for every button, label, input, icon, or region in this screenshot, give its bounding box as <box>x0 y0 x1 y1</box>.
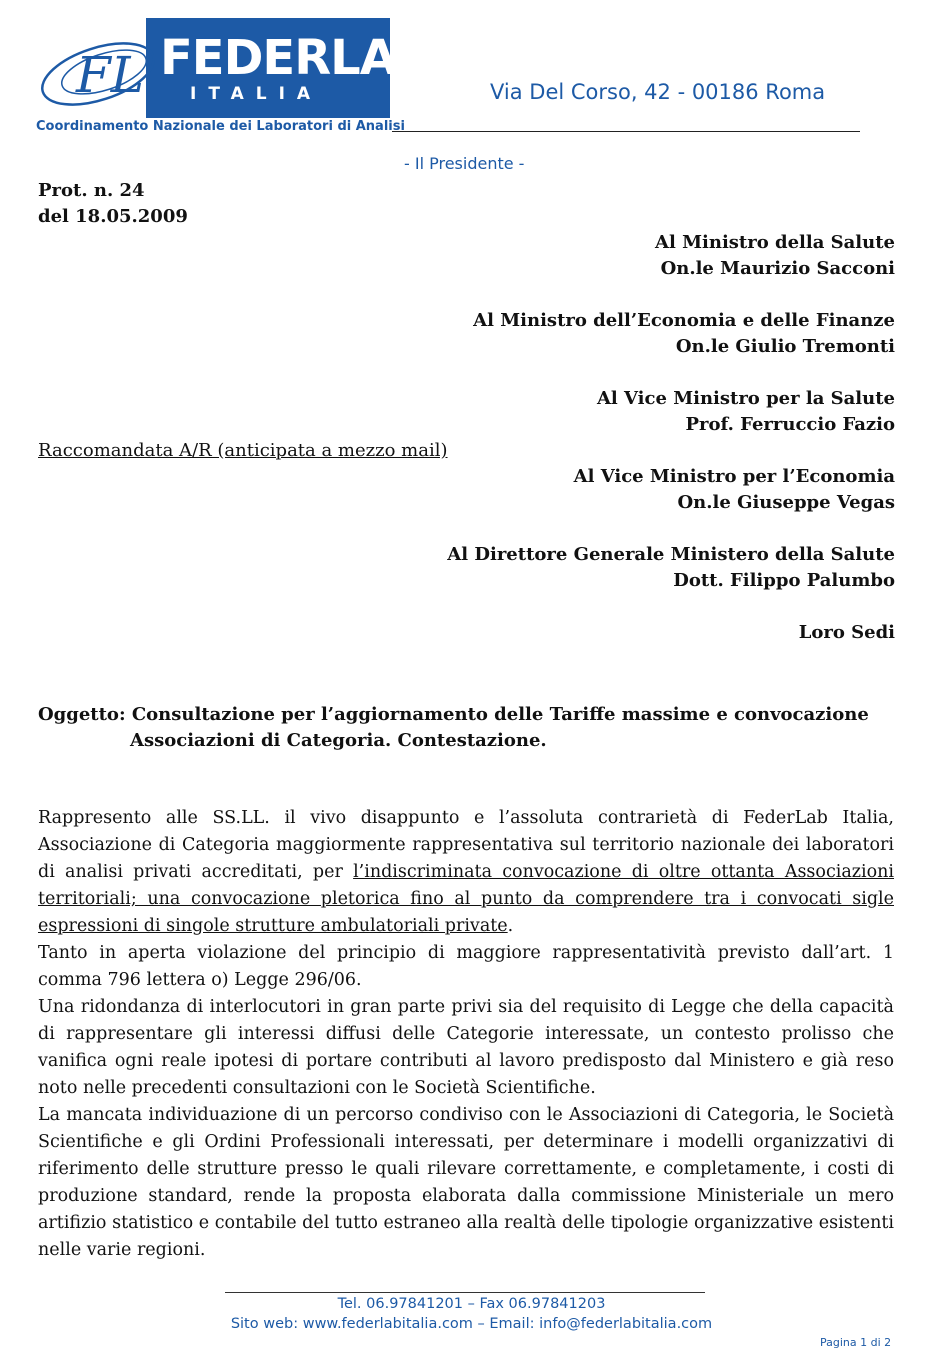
recipient-line: Al Vice Ministro per l’Economia <box>573 466 895 487</box>
body-paragraph: Tanto in aperta violazione del principio di maggiore rappresentatività previsto dall’art. 1 comma 796 lettera o) Legge 296/06. <box>38 943 894 990</box>
body-underlined-span: l’indiscriminata convocazione di oltre ottanta Associazioni territoriali; una convocazione pletorica fino al punto da comprendere tra i convocati sigle espressioni di singole strutture ambulatoriali private <box>38 862 895 936</box>
body-paragraph: Una ridondanza di interlocutori in gran parte privi sia del requisito di Legge che della capacità di rappresentare gli interessi diffusi delle Categorie interessate, un contesto prolisso che vanifica ogni reale ipotesi di portare contributi al lavoro predisposto dal Ministero e già reso noto nelle precedenti consultazioni con le Società Scientifiche. <box>38 997 894 1098</box>
recipient-line: On.le Giulio Tremonti <box>675 336 895 357</box>
recipient-line: On.le Giuseppe Vegas <box>677 492 895 513</box>
tagline: Coordinamento Nazionale dei Laboratori di Analisi <box>36 119 405 134</box>
body-text-span: . <box>507 916 514 936</box>
recipient-line: On.le Maurizio Sacconi <box>660 258 895 279</box>
monogram-letters: FL <box>76 46 144 104</box>
recipient-line: Al Direttore Generale Ministero della Salute <box>447 544 895 565</box>
body-paragraph: La mancata individuazione di un percorso condiviso con le Associazioni di Categoria, le Società Scientifiche e gli Ordini Professionali interessati, per determinare i modelli organizzativi di riferimento delle strutture presso le quali rilevare correttamente, e completamente, i costi di produzione standard, rende la proposta elaborata dalla commissione Ministeriale un mero artifizio statistico e contabile del tutto estraneo alla realtà delle tipologie organizzative esistenti nelle varie regioni. <box>38 1105 894 1260</box>
logo-subtitle: ITALIA <box>190 84 323 104</box>
delivery-note: Raccomandata A/R (anticipata a mezzo mail) <box>38 440 448 461</box>
protocol-date: del 18.05.2009 <box>38 206 188 227</box>
subject-line-2: Associazioni di Categoria. Contestazione. <box>130 730 547 751</box>
recipient-line: Dott. Filippo Palumbo <box>673 570 895 591</box>
logo-name: FEDERLAB <box>160 30 432 86</box>
recipient-line: Al Vice Ministro per la Salute <box>596 388 895 409</box>
footer-web: Sito web: www.federlabitalia.com – Email: info@federlabitalia.com <box>230 1316 713 1332</box>
subject-line-1: Oggetto: Consultazione per l’aggiornamento delle Tariffe massime e convocazione <box>38 704 869 725</box>
federlab-logo <box>40 18 432 118</box>
recipient-line: Prof. Ferruccio Fazio <box>685 414 895 435</box>
sender-role: - Il Presidente - <box>404 154 525 173</box>
protocol-number: Prot. n. 24 <box>38 180 145 201</box>
footer-contacts: Tel. 06.97841201 – Fax 06.97841203 <box>337 1296 606 1312</box>
recipient-line: Al Ministro dell’Economia e delle Finanze <box>473 310 895 331</box>
page-number: Pagina 1 di 2 <box>820 1336 892 1349</box>
header-rule <box>392 131 860 132</box>
recipients-block <box>400 230 895 646</box>
recipient-line: Al Ministro della Salute <box>655 232 895 253</box>
letter-body <box>38 805 894 1264</box>
address: Via Del Corso, 42 - 00186 Roma <box>490 80 826 104</box>
subject <box>38 702 898 754</box>
body-text-span: Rappresento alle SS.LL. il vivo disappunto e l’assoluta contrarietà di FederLab Italia, Associazione di Categoria maggiormente rappresentativa sul territorio nazionale dei laboratori di analisi privati accreditati, per <box>38 808 894 882</box>
loro-sedi: Loro Sedi <box>798 622 895 643</box>
footer-rule <box>225 1292 705 1293</box>
body-paragraph <box>38 805 894 940</box>
monogram-icon <box>36 26 176 116</box>
